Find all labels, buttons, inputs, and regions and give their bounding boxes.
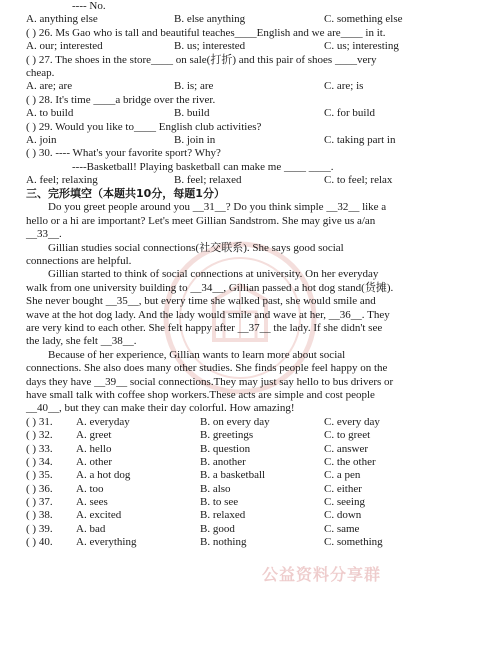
choice-b: B. greetings xyxy=(200,429,254,442)
passage-line: connections are helpful. xyxy=(26,255,132,268)
choice-number: ( ) 38. xyxy=(26,509,53,522)
choice-b: B. relaxed xyxy=(200,509,246,522)
option-a: A. join xyxy=(26,133,57,146)
choice-c: C. to greet xyxy=(324,429,371,442)
choice-row xyxy=(26,509,472,522)
passage-line: connections. She also does many other studies. She finds people feel happy on the xyxy=(26,362,388,375)
options-row xyxy=(26,80,472,93)
option-b: B. join in xyxy=(174,133,216,146)
passage-line: Gillian studies social connections(社交联系). She says good social xyxy=(48,241,344,254)
option-c: C. for build xyxy=(324,107,376,120)
choice-a: A. everything xyxy=(76,536,137,549)
choice-b: B. nothing xyxy=(200,536,247,549)
options-row xyxy=(26,13,472,26)
question-27: ( ) 27. The shoes in the store____ on sale(打折) and this pair of shoes ____very xyxy=(26,53,377,66)
choice-number: ( ) 34. xyxy=(26,455,53,468)
choice-c: C. the other xyxy=(324,455,376,468)
question-28: ( ) 28. It's time ____a bridge over the river. xyxy=(26,93,216,106)
option-c: C. to feel; relax xyxy=(324,174,393,187)
choice-b: B. good xyxy=(200,522,235,535)
option-b: B. else anything xyxy=(174,13,246,26)
choice-c: C. same xyxy=(324,522,360,535)
passage-line: Because of her experience, Gillian wants to learn more about social xyxy=(48,348,346,361)
choice-c: C. something xyxy=(324,536,383,549)
choice-row xyxy=(26,443,472,456)
option-c: C. taking part in xyxy=(324,133,396,146)
choice-c: C. a pen xyxy=(324,469,361,482)
option-a: A. anything else xyxy=(26,13,98,26)
choice-row xyxy=(26,456,472,469)
choice-number: ( ) 39. xyxy=(26,522,53,535)
options-row xyxy=(26,134,472,147)
choice-number: ( ) 37. xyxy=(26,496,53,509)
choice-number: ( ) 32. xyxy=(26,429,53,442)
choice-a: A. sees xyxy=(76,496,108,509)
passage-line: __33__. xyxy=(26,228,62,241)
choice-row xyxy=(26,536,472,549)
option-a: A. our; interested xyxy=(26,40,103,53)
option-a: A. feel; relaxing xyxy=(26,174,98,187)
option-c: C. are; is xyxy=(324,80,364,93)
choice-number: ( ) 40. xyxy=(26,536,53,549)
exam-page xyxy=(26,0,472,550)
passage-line: the lady, she felt __38__. xyxy=(26,335,137,348)
passage-line: hello or a hi are important? Let's meet Gillian Sandstrom. She may give us a/an xyxy=(26,214,376,227)
choice-b: B. on every day xyxy=(200,415,270,428)
choice-row xyxy=(26,469,472,482)
passage-line: walk from one university building to __34__, Gillian passed a hot dog stand(货摊). xyxy=(26,281,394,294)
watermark-text: 公益资料分享群 xyxy=(262,565,382,584)
options-row xyxy=(26,107,472,120)
passage-line: Gillian started to think of social connections at university. On her everyday xyxy=(48,268,379,281)
choice-row xyxy=(26,416,472,429)
choice-b: B. also xyxy=(200,482,231,495)
question-26: ( ) 26. Ms Gao who is tall and beautiful teaches____English and we are____ in it. xyxy=(26,26,386,39)
choice-b: B. to see xyxy=(200,496,239,509)
question-30-cont: ----Basketball! Playing basketball can make me ____ ____. xyxy=(72,160,334,173)
passage-line: days they have __39__ social connections.They may just say hello to bus drivers or xyxy=(26,375,394,388)
passage-line: wave at the hot dog lady. And the lady would smile and wave at her, __36__. They xyxy=(26,308,390,321)
choice-b: B. a basketball xyxy=(200,469,266,482)
option-b: B. is; are xyxy=(174,80,214,93)
choice-list xyxy=(26,416,472,550)
options-row xyxy=(26,40,472,53)
option-a: A. to build xyxy=(26,107,74,120)
choice-c: C. answer xyxy=(324,442,368,455)
passage-line: have small talk with coffee shop workers.These acts are simple and cost people xyxy=(26,388,375,401)
answer-line: ---- No. xyxy=(72,0,106,12)
option-b: B. build xyxy=(174,107,210,120)
section-heading: 三、完形填空（本题共10分，每题1分） xyxy=(26,187,225,201)
passage-line: __40__, but they can make their day colorful. How amazing! xyxy=(26,402,295,415)
choice-row xyxy=(26,496,472,509)
choice-row xyxy=(26,483,472,496)
choice-number: ( ) 36. xyxy=(26,482,53,495)
option-c: C. us; interesting xyxy=(324,40,399,53)
passage-line: She never bought __35__, but every time she walked past, she would smile and xyxy=(26,295,376,308)
passage-line: are very kind to each other. She felt happy after __37__ the lady. If she didn't see xyxy=(26,321,383,334)
option-b: B. us; interested xyxy=(174,40,246,53)
choice-a: A. everyday xyxy=(76,415,130,428)
choice-row xyxy=(26,523,472,536)
choice-c: C. every day xyxy=(324,415,380,428)
choice-b: B. question xyxy=(200,442,251,455)
options-row xyxy=(26,174,472,187)
choice-a: A. a hot dog xyxy=(76,469,131,482)
option-b: B. feel; relaxed xyxy=(174,174,242,187)
choice-a: A. hello xyxy=(76,442,112,455)
choice-number: ( ) 31. xyxy=(26,415,53,428)
choice-a: A. other xyxy=(76,455,113,468)
choice-number: ( ) 33. xyxy=(26,442,53,455)
question-29: ( ) 29. Would you like to____ English club activities? xyxy=(26,120,262,133)
option-c: C. something else xyxy=(324,13,403,26)
choice-a: A. excited xyxy=(76,509,122,522)
choice-a: A. bad xyxy=(76,522,106,535)
choice-number: ( ) 35. xyxy=(26,469,53,482)
choice-a: A. greet xyxy=(76,429,112,442)
passage-line: Do you greet people around you __31__? Do you think simple __32__ like a xyxy=(48,201,387,214)
option-a: A. are; are xyxy=(26,80,73,93)
choice-a: A. too xyxy=(76,482,104,495)
question-27-cont: cheap. xyxy=(26,66,55,79)
choice-c: C. down xyxy=(324,509,362,522)
choice-b: B. another xyxy=(200,455,246,468)
choice-c: C. either xyxy=(324,482,362,495)
choice-c: C. seeing xyxy=(324,496,365,509)
question-30: ( ) 30. ---- What's your favorite sport? Why? xyxy=(26,147,221,160)
cloze-passage xyxy=(26,201,472,415)
choice-row xyxy=(26,429,472,442)
